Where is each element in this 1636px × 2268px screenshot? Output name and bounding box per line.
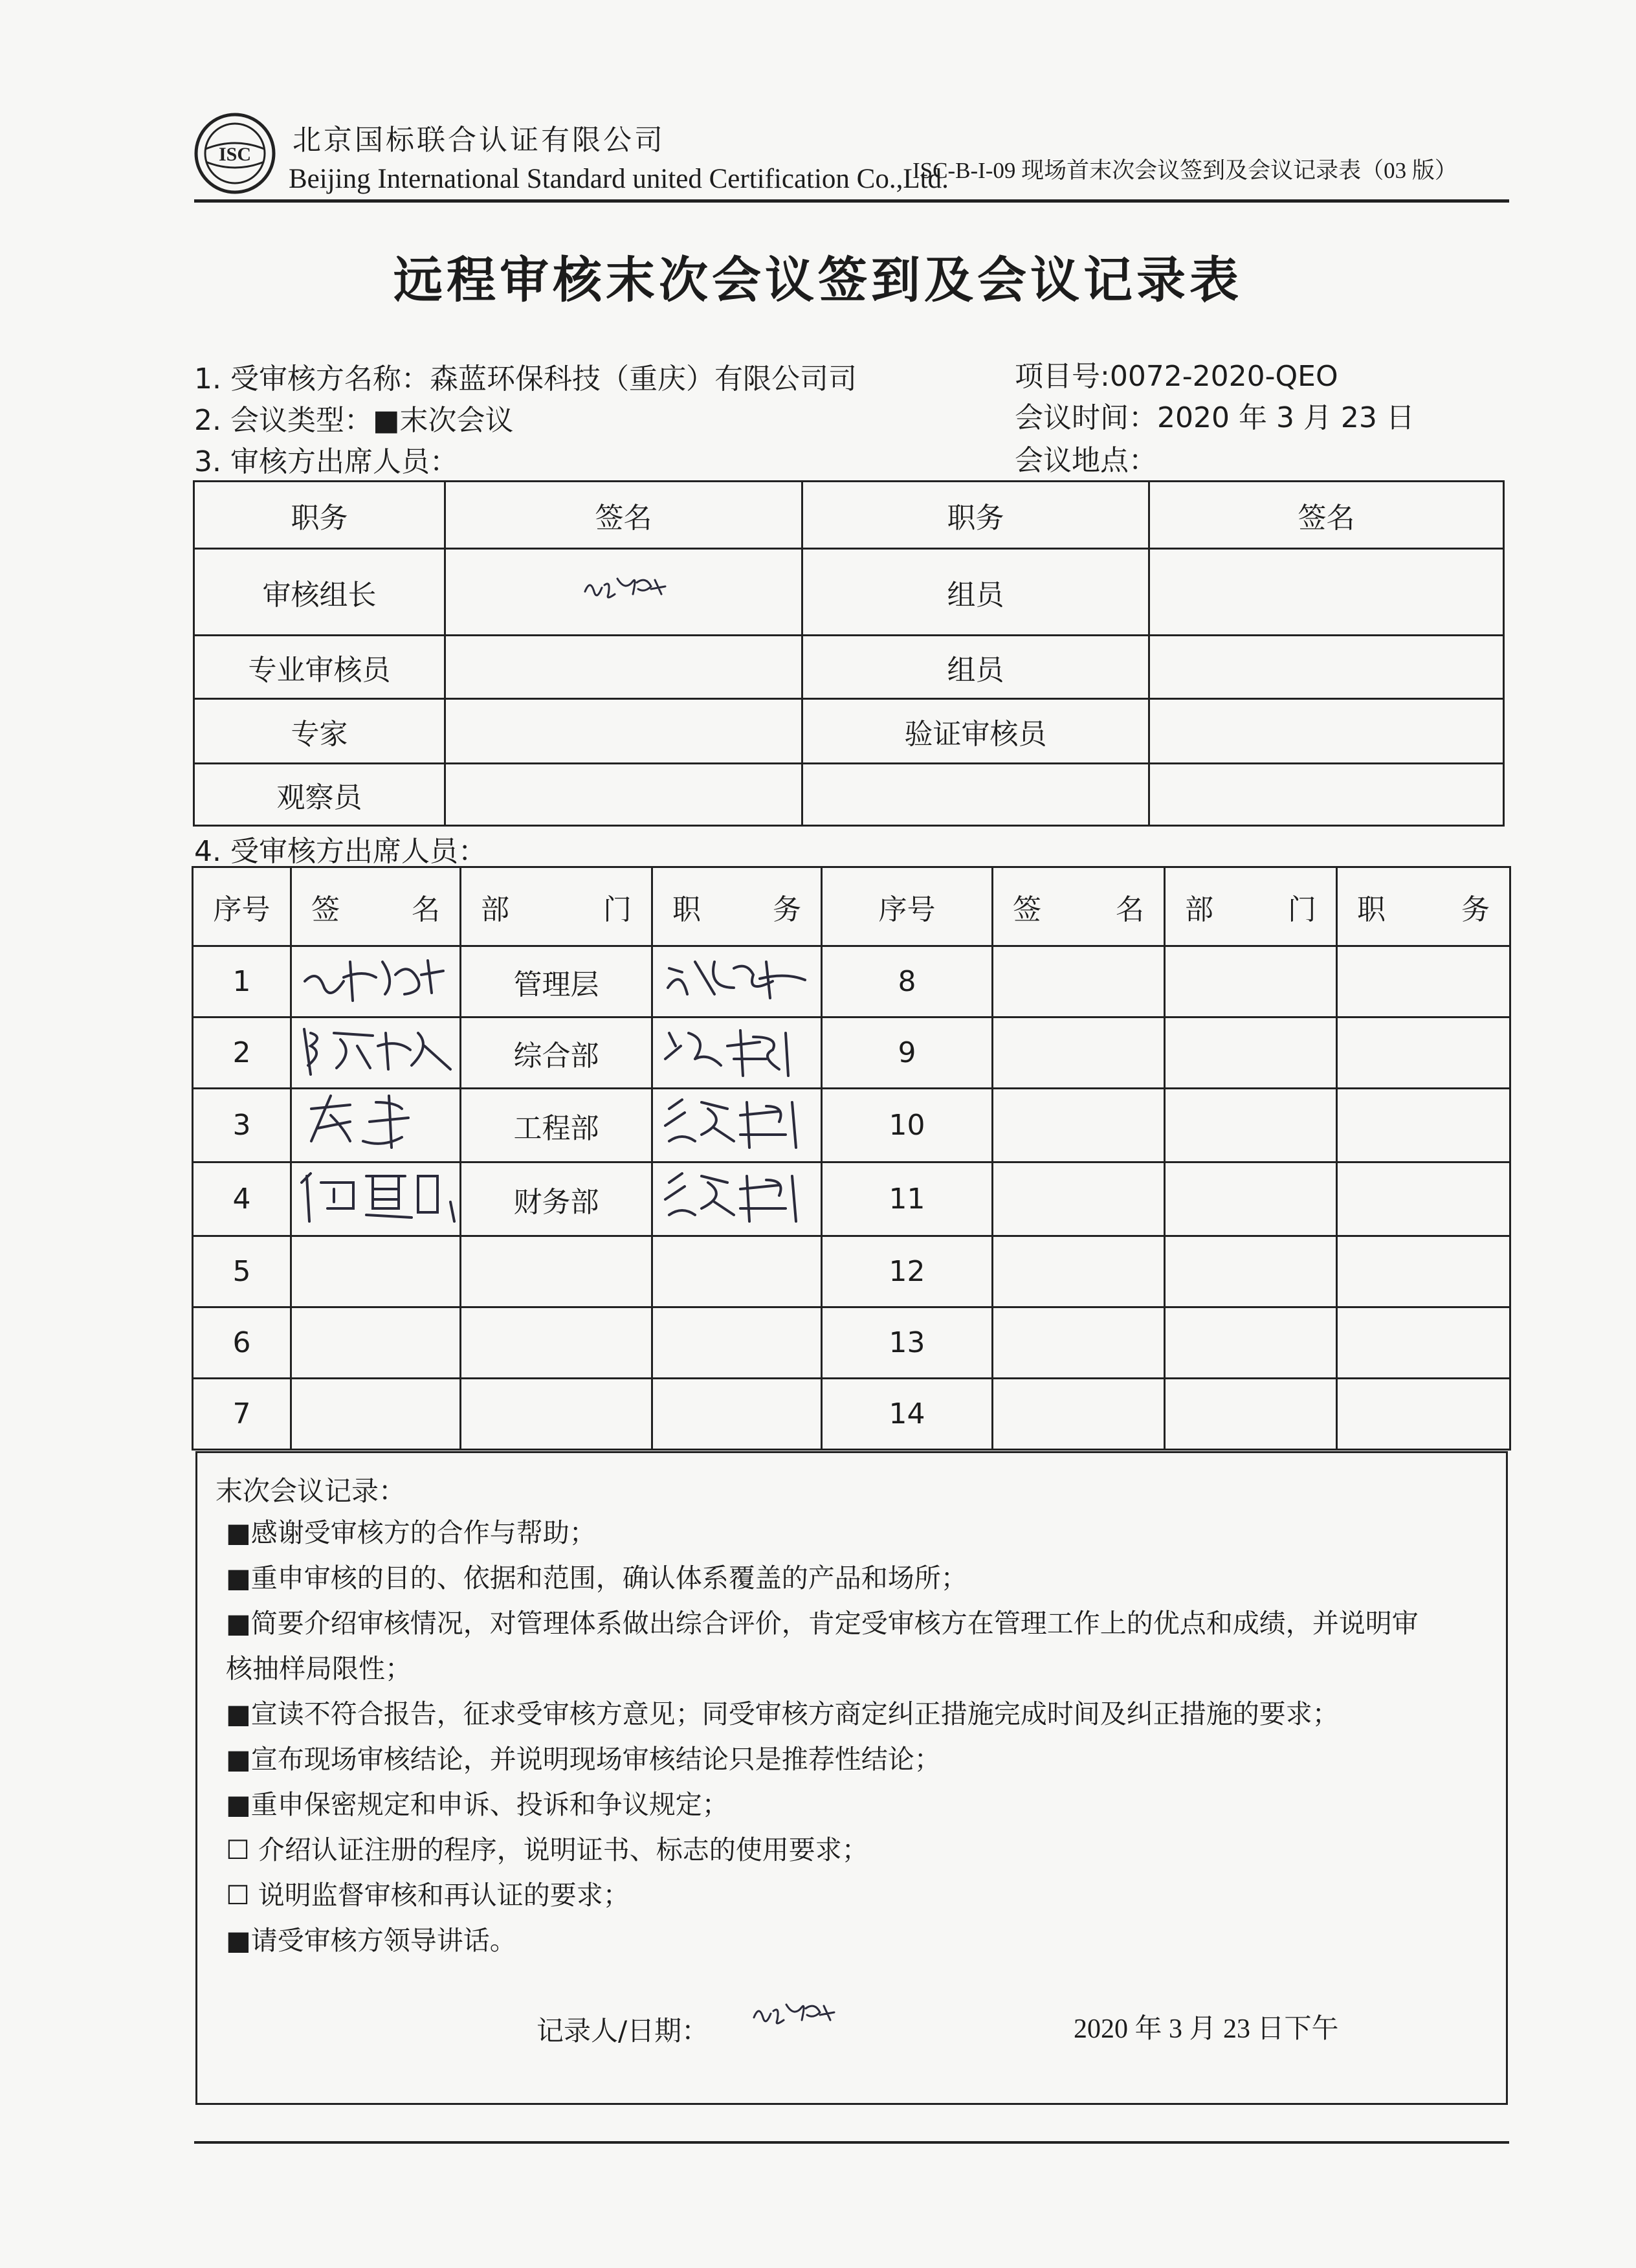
header-char: 务 [773,893,801,926]
seq-cell: 13 [822,1307,993,1379]
signature-cell[interactable] [445,764,802,826]
table-header-row [193,867,1510,946]
role-cell: 专家 [194,699,445,764]
table-row [194,549,1504,636]
project-number: 项目号:0072-2020-QEO [1015,360,1338,393]
signature-cell[interactable] [445,699,802,764]
seq-cell: 2 [193,1017,291,1089]
department-cell: 工程部 [461,1089,652,1162]
department-cell: 管理层 [461,946,652,1017]
column-header-signature: 签名 [1149,482,1504,549]
signature-cell[interactable] [993,1089,1165,1162]
column-header-role: 职务 [802,482,1149,549]
minutes-item: ■重申审核的目的、依据和范围，确认体系覆盖的产品和场所； [226,1562,967,1594]
team-leader-signature [572,566,676,611]
table-row [194,699,1504,764]
minutes-item: ■重申保密规定和申诉、投诉和争议规定； [226,1789,729,1820]
duty-cell[interactable] [652,1089,822,1162]
recorder-signature[interactable] [747,1992,845,2037]
duty-cell[interactable] [1337,1379,1510,1450]
meeting-type-line: 2. 会议类型：■末次会议 [194,404,514,437]
role-cell: 审核组长 [194,549,445,636]
minutes-list [226,1510,1494,1963]
minutes-item: ■宣布现场审核结论，并说明现场审核结论只是推荐性结论； [226,1744,941,1775]
role-cell: 验证审核员 [802,699,1149,764]
department-cell: 财务部 [461,1162,652,1236]
department-cell[interactable] [1165,1307,1337,1379]
page-title: 远程审核末次会议签到及会议记录表 [393,251,1243,309]
duty-cell[interactable] [1337,1162,1510,1236]
table-row [193,1017,1510,1089]
table-row [193,946,1510,1017]
role-cell: 专业审核员 [194,636,445,699]
column-header-signature: 签名 [445,482,802,549]
signature-cell[interactable] [291,946,461,1017]
header-char: 职 [672,893,701,926]
handwritten-signature [295,1020,457,1078]
signature-cell[interactable] [993,1162,1165,1236]
footer-divider [194,2141,1509,2144]
column-header-signature [993,867,1165,946]
signature-cell[interactable] [1149,636,1504,699]
header-char: 部 [481,893,509,926]
signature-cell[interactable] [291,1162,461,1236]
signature-cell[interactable] [993,1236,1165,1307]
recorder-date: 2020 年 3 月 23 日下午 [1074,2014,1339,2044]
signature-cell[interactable] [445,636,802,699]
signature-cell[interactable] [993,1307,1165,1379]
minutes-title: 末次会议记录： [216,1475,406,1507]
signature-cell[interactable] [993,1017,1165,1089]
header-char: 门 [1288,893,1316,926]
header-char: 签 [311,893,340,926]
table-row [193,1162,1510,1236]
department-cell: 综合部 [461,1017,652,1089]
handwritten-duty [656,1089,818,1154]
role-cell: 观察员 [194,764,445,826]
handwritten-duty [656,1020,818,1078]
handwritten-signature [298,1089,454,1154]
duty-cell[interactable] [1337,1089,1510,1162]
department-cell[interactable] [461,1236,652,1307]
minutes-item: 核抽样局限性； [226,1653,412,1684]
signature-cell[interactable] [1149,699,1504,764]
signature-cell[interactable] [291,1017,461,1089]
duty-cell[interactable] [652,946,822,1017]
column-header-signature [291,867,461,946]
column-header-seq: 序号 [193,867,291,946]
minutes-item: ■宣读不符合报告，征求受审核方意见；同受审核方商定纠正措施完成时间及纠正措施的要求； [226,1698,1339,1729]
seq-cell: 3 [193,1089,291,1162]
department-cell[interactable] [1165,1089,1337,1162]
signature-cell[interactable] [291,1089,461,1162]
company-logo [193,111,277,195]
handwritten-duty [656,949,818,1007]
header-divider [194,199,1509,203]
company-name-en: Beijing International Standard united Certification Co.,Ltd. [289,164,949,194]
duty-cell[interactable] [652,1162,822,1236]
column-header-department [1165,867,1337,946]
handwritten-duty [656,1163,818,1228]
auditee-name-line: 1. 受审核方名称：森蓝环保科技（重庆）有限公司司 [194,362,857,395]
department-cell[interactable] [1165,1162,1337,1236]
duty-cell[interactable] [1337,946,1510,1017]
table-row [193,1236,1510,1307]
header-char: 门 [603,893,632,926]
handwritten-signature [295,1163,457,1228]
meeting-place: 会议地点： [1015,444,1157,477]
duty-cell[interactable] [652,1379,822,1450]
meeting-time: 会议时间：2020 年 3 月 23 日 [1015,401,1415,434]
duty-cell[interactable] [652,1307,822,1379]
seq-cell: 5 [193,1236,291,1307]
minutes-item-checkbox[interactable]: ☐ 介绍认证注册的程序，说明证书、标志的使用要求； [226,1834,868,1865]
column-header-department [461,867,652,946]
signature-cell[interactable] [1149,764,1504,826]
signature-cell[interactable] [993,946,1165,1017]
column-header-role: 职务 [194,482,445,549]
department-cell[interactable] [1165,1379,1337,1450]
signature-cell[interactable] [291,1236,461,1307]
seq-cell: 9 [822,1017,993,1089]
logo-text: ISC [218,144,252,165]
department-cell[interactable] [1165,1236,1337,1307]
signature-cell[interactable] [993,1379,1165,1450]
header-char: 名 [412,893,440,926]
column-header-duty [1337,867,1510,946]
seq-cell: 4 [193,1162,291,1236]
duty-cell[interactable] [652,1236,822,1307]
signature-cell[interactable] [1149,549,1504,636]
minutes-item-checkbox[interactable]: ☐ 说明监督审核和再认证的要求； [226,1880,630,1911]
seq-cell: 14 [822,1379,993,1450]
minutes-item: ■简要介绍审核情况，对管理体系做出综合评价，肯定受审核方在管理工作上的优点和成绩，并说明审 [226,1608,1419,1639]
minutes-item: ■请受审核方领导讲话。 [226,1925,516,1956]
seq-cell: 1 [193,946,291,1017]
header-char: 名 [1116,893,1144,926]
seq-cell: 6 [193,1307,291,1379]
header-char: 部 [1185,893,1213,926]
duty-cell[interactable] [1337,1236,1510,1307]
duty-cell[interactable] [1337,1307,1510,1379]
department-cell[interactable] [461,1379,652,1450]
meeting-minutes-box [195,1451,1508,2105]
minutes-item: ■感谢受审核方的合作与帮助； [226,1517,596,1548]
column-header-duty [652,867,822,946]
seq-cell: 7 [193,1379,291,1450]
seq-cell: 8 [822,946,993,1017]
header-char: 签 [1013,893,1041,926]
duty-cell[interactable] [652,1017,822,1089]
table-row [193,1089,1510,1162]
header-char: 职 [1357,893,1386,926]
column-header-seq: 序号 [822,867,993,946]
role-cell: 组员 [802,549,1149,636]
signature-cell[interactable] [291,1379,461,1450]
recorder-date-label: 记录人/日期： [536,2015,709,2047]
auditor-attendees-label: 3. 审核方出席人员： [194,445,458,478]
form-code: ISC-B-I-09 现场首末次会议签到及会议记录表（03 版） [912,158,1457,183]
auditee-attendees-label: 4. 受审核方出席人员： [194,835,487,868]
seq-cell: 12 [822,1236,993,1307]
table-row [194,764,1504,826]
department-cell[interactable] [1165,1017,1337,1089]
table-header-row [194,482,1504,549]
handwritten-signature [298,949,454,1007]
table-row [193,1307,1510,1379]
header-char: 务 [1461,893,1490,926]
department-cell[interactable] [1165,946,1337,1017]
auditor-signin-table [193,480,1505,827]
role-cell: 组员 [802,636,1149,699]
seq-cell: 11 [822,1162,993,1236]
company-name-cn: 北京国标联合认证有限公司 [293,124,665,157]
table-row [193,1379,1510,1450]
department-cell[interactable] [461,1307,652,1379]
signature-cell[interactable] [291,1307,461,1379]
role-cell [802,764,1149,826]
duty-cell[interactable] [1337,1017,1510,1089]
seq-cell: 10 [822,1089,993,1162]
auditee-signin-table [192,866,1511,1451]
table-row [194,636,1504,699]
signature-cell[interactable] [445,549,802,636]
